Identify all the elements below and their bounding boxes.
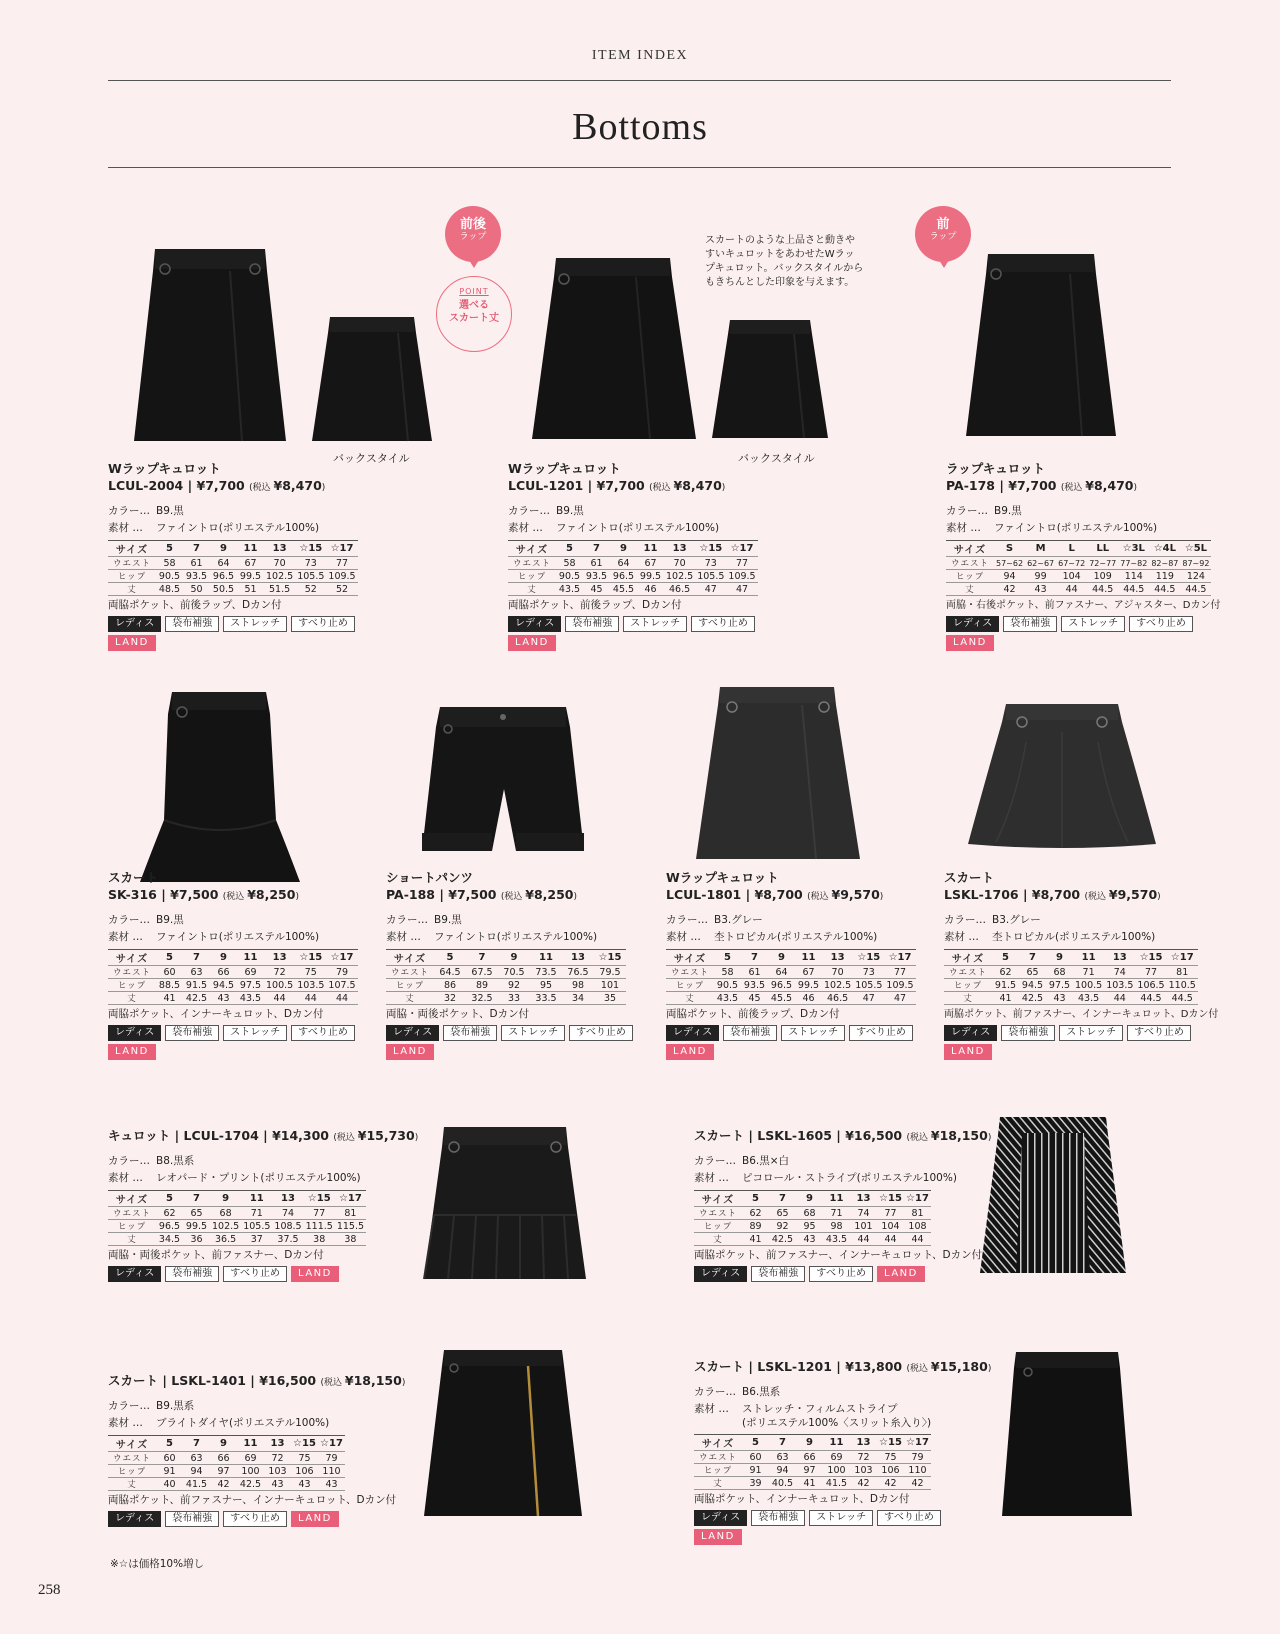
product-color: カラー… B9.黒 xyxy=(508,505,584,517)
product-tags: レディス 袋布補強 ストレッチ すべり止め xyxy=(108,1025,359,1041)
product-features: 両脇ポケット、インナーキュロット、Dカン付 xyxy=(694,1493,910,1505)
product-features: 両脇ポケット、前後ラップ、Dカン付 xyxy=(108,599,282,611)
product-image-lskl-1401 xyxy=(420,1348,586,1520)
product-image-lcul-2004-back xyxy=(310,315,434,443)
product-tags: レディス 袋布補強 ストレッチ すべり止め xyxy=(944,1025,1218,1041)
product-color: カラー… B8.黒系 xyxy=(108,1155,195,1167)
product-tags: レディス 袋布補強 ストレッチ すべり止め xyxy=(946,616,1221,632)
land-brand-tag: LAND xyxy=(946,635,994,651)
product-color: カラー… B3.グレー xyxy=(944,914,1041,926)
product-pa-188 xyxy=(386,870,637,1063)
land-brand-tag: LAND xyxy=(944,1044,992,1060)
product-color: カラー… B9.黒系 xyxy=(108,1400,195,1412)
product-code-price: LCUL-1801 | ¥8,700 (税込 ¥9,570) xyxy=(666,887,884,902)
product-material: 素材 … レオパード・プリント(ポリエステル100%) xyxy=(108,1172,361,1184)
page-number: 258 xyxy=(38,1582,61,1598)
product-material: 素材 … 杢トロピカル(ポリエステル100%) xyxy=(944,931,1156,943)
product-code-price: PA-188 | ¥7,500 (税込 ¥8,250) xyxy=(386,887,578,902)
product-features: 両脇・右後ポケット、前ファスナー、アジャスター、Dカン付 xyxy=(946,600,1221,611)
land-brand-tag: LAND xyxy=(694,1529,742,1545)
product-material: 素材 … ストレッチ・フィルムストライプ (ポリエステル100%〈スリット糸入り〉) xyxy=(694,1403,932,1429)
product-features: 両脇ポケット、前ファスナー、インナーキュロット、Dカン付 xyxy=(108,1494,397,1506)
product-image-lcul-1201-front xyxy=(528,255,700,443)
product-image-pa-188 xyxy=(418,705,588,855)
product-color: カラー… B6.黒系 xyxy=(694,1386,781,1398)
product-image-pa-178 xyxy=(962,252,1120,440)
size-table: サイズ 5 7 9 11 13 ☆15 ☆17 ウエスト 62 65 68 71 74 77 81 ヒップ 91.5 94.5 97.5 100.5 103.5 106.5 110.5 丈 41 42.5 43 43.5 44 44.5 44.5 xyxy=(944,949,1198,1005)
product-color: カラー… B6.黒×白 xyxy=(694,1155,790,1167)
product-tags: レディス 袋布補強 すべり止め LAND xyxy=(694,1266,991,1282)
product-name: Wラップキュロット xyxy=(666,870,779,885)
product-code-price: LCUL-2004 | ¥7,700 (税込 ¥8,470) xyxy=(108,478,326,493)
product-material: 素材 … 杢トロピカル(ポリエステル100%) xyxy=(666,931,878,943)
point-skirt-length-badge: POINT 選べる スカート丈 xyxy=(436,276,512,352)
product-name: ラップキュロット xyxy=(946,461,1046,476)
product-lcul-1201 xyxy=(508,461,759,654)
product-features: 両脇・両後ポケット、前ファスナー、Dカン付 xyxy=(108,1249,324,1261)
product-name: ショートパンツ xyxy=(386,870,474,885)
product-lcul-1704 xyxy=(108,1127,418,1282)
product-lskl-1201 xyxy=(694,1358,991,1548)
product-features: 両脇・両後ポケット、Dカン付 xyxy=(386,1008,530,1020)
size-table: サイズ S M L LL ☆3L ☆4L ☆5L ウエスト 57~62 62~67 67~72 72~77 77~82 82~87 87~92 ヒップ 94 99 104 109 114 119 124 丈 42 43 44 44.5 44.5 44.5 44.5 xyxy=(946,540,1211,596)
product-code-price: スカート | LSKL-1605 | ¥16,500 (税込 ¥18,150) xyxy=(694,1128,992,1143)
product-image-lcul-1704 xyxy=(420,1125,590,1283)
product-image-lcul-2004-front xyxy=(130,245,290,445)
land-brand-tag: LAND xyxy=(508,635,556,651)
product-lskl-1706 xyxy=(944,870,1218,1063)
product-code-price: スカート | LSKL-1401 | ¥16,500 (税込 ¥18,150) xyxy=(108,1373,406,1388)
product-code-price: LCUL-1201 | ¥7,700 (税込 ¥8,470) xyxy=(508,478,726,493)
product-code-price: SK-316 | ¥7,500 (税込 ¥8,250) xyxy=(108,887,299,902)
land-brand-tag: LAND xyxy=(877,1266,925,1282)
land-brand-tag: LAND xyxy=(108,1044,156,1060)
front-back-wrap-badge: 前後 ラップ xyxy=(445,206,501,262)
product-tags: レディス 袋布補強 ストレッチ すべり止め xyxy=(108,616,359,632)
product-pa-178 xyxy=(946,461,1221,654)
product-name: Wラップキュロット xyxy=(508,461,621,476)
front-wrap-badge: 前 ラップ xyxy=(915,206,971,262)
product-features: 両脇ポケット、前ファスナー、インナーキュロット、Dカン付 xyxy=(694,1249,983,1261)
product-image-sk-316 xyxy=(138,690,302,886)
product-image-lcul-1801 xyxy=(692,685,864,863)
product-color: カラー… B9.黒 xyxy=(108,505,184,517)
product-material: 素材 … ピコロール・ストライプ(ポリエステル100%) xyxy=(694,1172,957,1184)
product-material: 素材 … ファイントロ(ポリエステル100%) xyxy=(108,522,320,534)
product-material: 素材 … ブライトダイヤ(ポリエステル100%) xyxy=(108,1417,330,1429)
size-table: サイズ 5 7 9 11 13 ☆15 ☆17 ウエスト 62 65 68 71 74 77 81 ヒップ 89 92 95 98 101 104 108 丈 41 42.5 43 43.5 44 44 44 xyxy=(694,1190,931,1246)
product-code-price: PA-178 | ¥7,700 (税込 ¥8,470) xyxy=(946,478,1138,493)
land-brand-tag: LAND xyxy=(386,1044,434,1060)
product-color: カラー… B9.黒 xyxy=(108,914,184,926)
product-name: Wラップキュロット xyxy=(108,461,221,476)
land-brand-tag: LAND xyxy=(291,1266,339,1282)
size-table: サイズ 5 7 9 11 13 ☆15 ☆17 ウエスト 60 63 66 69 72 75 79 ヒップ 91 94 97 100 103 106 110 丈 39 40.5 41 41.5 42 42 42 xyxy=(694,1434,931,1490)
land-brand-tag: LAND xyxy=(291,1511,339,1527)
product-lskl-1401 xyxy=(108,1372,405,1527)
page-title: Bottoms xyxy=(572,106,708,148)
product-color: カラー… B9.黒 xyxy=(386,914,462,926)
product-material: 素材 … ファイントロ(ポリエステル100%) xyxy=(108,931,320,943)
size-table: サイズ 5 7 9 11 13 ☆15 ☆17 ウエスト 58 61 64 67 70 73 77 ヒップ 90.5 93.5 96.5 99.5 102.5 105.5 109.5 丈 48.5 50 50.5 51 51.5 52 52 xyxy=(108,540,358,596)
product-name: スカート xyxy=(944,870,995,885)
size-table: サイズ 5 7 9 11 13 ☆15 ☆17 ウエスト 60 63 66 69 72 75 79 ヒップ 91 94 97 100 103 106 110 丈 40 41.5 42 42.5 43 43 43 xyxy=(108,1435,345,1491)
product-name: スカート xyxy=(108,870,159,885)
product-material: 素材 … ファイントロ(ポリエステル100%) xyxy=(386,931,598,943)
product-tags: レディス 袋布補強 ストレッチ すべり止め xyxy=(386,1025,637,1041)
header-rule-top xyxy=(108,80,1171,81)
product-features: 両脇ポケット、前ファスナー、インナーキュロット、Dカン付 xyxy=(944,1009,1219,1020)
size-table: サイズ 5 7 9 11 13 ☆15 ウエスト 64.5 67.5 70.5 73.5 76.5 79.5 ヒップ 86 89 92 95 98 101 丈 32 32.5 33 33.5 34 35 xyxy=(386,949,626,1005)
product-features: 両脇ポケット、前後ラップ、Dカン付 xyxy=(666,1008,840,1020)
product-image-lskl-1605 xyxy=(978,1115,1128,1277)
product-color: カラー… B3.グレー xyxy=(666,914,763,926)
price-footnote: ※☆は価格10%増し xyxy=(110,1558,205,1570)
product-tags: レディス 袋布補強 ストレッチ すべり止め xyxy=(694,1510,991,1526)
product-description-note: スカートのような上品さと動きや すいキュロットをあわせたWラッ プキュロット。バックスタイルから もきちんとした印象を与えます。 xyxy=(705,235,864,288)
header-rule-bottom xyxy=(108,167,1171,168)
product-image-lcul-1201-back xyxy=(710,318,830,440)
product-lcul-2004 xyxy=(108,461,359,654)
product-features: 両脇ポケット、インナーキュロット、Dカン付 xyxy=(108,1008,324,1020)
product-tags: レディス 袋布補強 ストレッチ すべり止め xyxy=(666,1025,917,1041)
product-material: 素材 … ファイントロ(ポリエステル100%) xyxy=(946,522,1158,534)
size-table: サイズ 5 7 9 11 13 ☆15 ☆17 ウエスト 60 63 66 69 72 75 79 ヒップ 88.5 91.5 94.5 97.5 100.5 103.5 107.5 丈 41 42.5 43 43.5 44 44 44 xyxy=(108,949,358,1005)
product-tags: レディス 袋布補強 すべり止め LAND xyxy=(108,1511,405,1527)
back-style-caption-1201: バックスタイル xyxy=(738,452,815,465)
land-brand-tag: LAND xyxy=(108,635,156,651)
product-image-lskl-1201 xyxy=(1000,1350,1134,1520)
product-lcul-1801 xyxy=(666,870,917,1063)
product-code-price: キュロット | LCUL-1704 | ¥14,300 (税込 ¥15,730) xyxy=(108,1128,419,1143)
product-color: カラー… B9.黒 xyxy=(946,505,1022,517)
product-lskl-1605 xyxy=(694,1127,991,1282)
size-table: サイズ 5 7 9 11 13 ☆15 ☆17 ウエスト 58 61 64 67 70 73 77 ヒップ 90.5 93.5 96.5 99.5 102.5 105.5 109.5 丈 43.5 45 45.5 46 46.5 47 47 xyxy=(666,949,916,1005)
header-kicker: ITEM INDEX xyxy=(591,48,689,63)
product-features: 両脇ポケット、前後ラップ、Dカン付 xyxy=(508,599,682,611)
back-style-caption: バックスタイル xyxy=(333,452,410,465)
product-sk-316 xyxy=(108,870,359,1063)
product-material: 素材 … ファイントロ(ポリエステル100%) xyxy=(508,522,720,534)
product-code-price: スカート | LSKL-1201 | ¥13,800 (税込 ¥15,180) xyxy=(694,1359,992,1374)
size-table: サイズ 5 7 9 11 13 ☆15 ☆17 ウエスト 62 65 68 71 74 77 81 ヒップ 96.5 99.5 102.5 105.5 108.5 111.5 115.5 丈 34.5 36 36.5 37 37.5 38 38 xyxy=(108,1190,366,1246)
product-code-price: LSKL-1706 | ¥8,700 (税込 ¥9,570) xyxy=(944,887,1161,902)
size-table: サイズ 5 7 9 11 13 ☆15 ☆17 ウエスト 58 61 64 67 70 73 77 ヒップ 90.5 93.5 96.5 99.5 102.5 105.5 109.5 丈 43.5 45 45.5 46 46.5 47 47 xyxy=(508,540,758,596)
product-tags: レディス 袋布補強 すべり止め LAND xyxy=(108,1266,418,1282)
product-tags: レディス 袋布補強 ストレッチ すべり止め xyxy=(508,616,759,632)
product-image-lskl-1706 xyxy=(966,702,1158,850)
land-brand-tag: LAND xyxy=(666,1044,714,1060)
